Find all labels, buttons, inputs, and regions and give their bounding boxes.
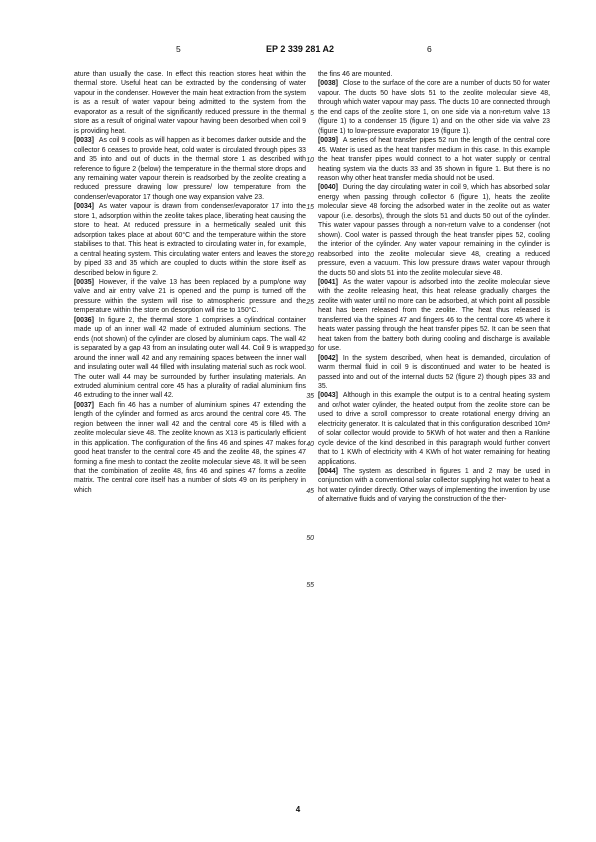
paragraph-number: [0033] [74, 137, 94, 145]
paragraph [74, 70, 306, 136]
right-page-number: 6 [427, 44, 432, 54]
paragraph-number: [0039] [318, 137, 338, 145]
publication-number: EP 2 339 281 A2 [266, 44, 335, 54]
paragraph [74, 202, 306, 278]
line-number: 30 [306, 346, 314, 354]
line-number: 55 [306, 582, 314, 590]
line-number: 15 [306, 204, 314, 212]
paragraph-number: [0041] [318, 278, 338, 286]
paragraph-number: [0040] [318, 184, 338, 192]
paragraph-text: Although in this example the output is to a central heating system and or/hot water cylinder, the heated output from the zeolite store can be used to drive a scroll compressor to create rotational energy driving an electricity generator. It is calculated that in this configuration described 10m² of solar collector would provide to 5KWh of hot water and then a Rankine cycle device of the kind described in this paragraph would further convert that to 1 KWh of electricity with 4 KWh of hot water remaining for heating applications. [318, 392, 550, 466]
paragraph [318, 70, 550, 79]
paragraph [318, 136, 550, 183]
line-number: 20 [306, 251, 314, 259]
paragraph-number: [0035] [74, 278, 94, 286]
line-number: 45 [306, 487, 314, 495]
paragraph-number: [0034] [74, 203, 94, 211]
paragraph-number: [0042] [318, 354, 338, 362]
paragraph [318, 467, 550, 505]
paragraph-number: [0036] [74, 316, 94, 324]
paragraph [74, 136, 306, 202]
paragraph-text: ature than usually the case. In effect this reaction stores heat within the thermal store. Useful heat can be extracted by the condensing of water vapour in the condenser. However the main heat extraction from the system is as a result of water vapour being admitted to the system from the evaporator as a result of the significantly reduced pressure in the thermal store as a result of original water vapour having been desorbed when coil 9 is providing heat. [74, 71, 306, 135]
line-number: 5 [310, 109, 314, 117]
paragraph [74, 316, 306, 401]
paragraph [318, 183, 550, 278]
paragraph-text: Close to the surface of the core are a number of ducts 50 for water vapour. The ducts 50 have slots 51 to the zeolite molecular sieve 48, through which water vapour may pass. The ducts 10 are connected through the end caps of the zeolite store 1, on one side via a non-return valve 13 (figure 1) to a condenser 15 (figure 1) and on the other side via valve 23 (figure 1) to low-pressure evaporator 19 (figure 1). [318, 80, 550, 135]
paragraph-text: In the system described, when heat is demanded, circulation of warm thermal fluid in coil 9 is discontinued and water to be heated is passed into and out of the internal ducts 52 (figure 2) though pipes 33 and 35. [318, 354, 550, 390]
line-number: 25 [306, 298, 314, 306]
paragraph [74, 401, 306, 496]
right-text-column [318, 70, 550, 505]
paragraph-text: The system as described in figures 1 and 2 may be used in conjunction with a conventional solar collector supplying hot water to heat a hot water cylinder directly. Other ways of implementing the invention by use of alternative fluids and of varying the construction of the ther- [318, 468, 550, 504]
page-footer-number: 4 [295, 805, 301, 814]
line-number: 50 [306, 535, 314, 543]
paragraph-text: As water vapour is drawn from condenser/evaporator 17 into the store 1, adsorption within the zeolite takes place, liberating heat causing the store to heat. At reduced pressure in a hermetically sealed unit this adsorption takes place at about 60°C and the temperature within the store stabilises to that. This heat is extracted to circulating water in, for example, a central heating system. This circulating water enters and leaves the store by piped 33 and 35 which are coupled to ducts within the store itself as described below in figure 2. [74, 203, 306, 277]
paragraph-text: During the day circulating water in coil 9, which has absorbed solar energy when passing through collector 6 (figure 1), heats the zeolite molecular sieve 48 forcing the adsorbed water in the zeolite out as water vapour (i.e. desorbs), through the slots 51 and ducts 50 out of the cylinder. This water vapour passes through a non-return valve to a condenser (not shown). Cool water is passed through the heat transfer pipes 52, cooling the interior of the cylinder. Any water vapour remaining in the cylinder is reabsorbed into the zeolite molecular sieve 48, creating a reduced pressure, even a vacuum. This low pressure draws water vapour through the ducts 50 and slots 51 into the zeolite molecular sieve 48. [318, 184, 550, 277]
paragraph-number: [0037] [74, 401, 94, 409]
paragraph-text: Each fin 46 has a number of aluminium spines 47 extending the length of the cylinder and formed as arcs around the central core 45. The region between the inner wall 42 and the central core 45 is filled with a zeolite molecular sieve 48. The zeolite known as X13 is particularly efficient in this application. The configuration of the fins 46 and spines 47 makes for good heat transfer to the central core 45 and the zeolite 48, the spines 47 forming a fine mesh to contact the zeolite molecular sieve 48. It will be seen that the combination of zeolite 48, fins 46 and spines 47 forms a zeolite matrix. The central core itself has a number of slots 49 on its periphery in which [74, 401, 306, 494]
paragraph [74, 278, 306, 316]
paragraph-number: [0044] [318, 468, 338, 476]
line-number: 40 [306, 440, 314, 448]
paragraph [318, 354, 550, 392]
paragraph-text: A series of heat transfer pipes 52 run the length of the central core 45. Water is used as the heat transfer medium in this case. In this example the heat transfer pipes would connect to a hot water supply or central heating system via the ducts 33 and 35 shown in figure 1. But there is no reason why other heat transfer media should not be used. [318, 137, 550, 182]
paragraph [318, 79, 550, 136]
paragraph-text: the fins 46 are mounted. [318, 71, 393, 78]
paragraph-number: [0038] [318, 80, 338, 88]
line-number: 10 [306, 157, 314, 165]
paragraph-text: However, if the valve 13 has been replaced by a pump/one way valve and air entry valve 21 is opened and the pump is turned off the pressure within the system will rise to atmospheric pressure and the temperature within the store on desorption will rise to 150°C. [74, 278, 306, 315]
line-number: 35 [306, 393, 314, 401]
paragraph [318, 391, 550, 467]
left-text-column [74, 70, 306, 495]
paragraph-text: In figure 2, the thermal store 1 comprises a cylindrical container made up of an inner wall 42 made of extruded aluminium sections. The ends (not shown) of the cylinder are closed by aluminium caps. The wall 42 is separated by a gap 43 from an insulating outer wall 44. Coil 9 is wrapped around the inner wall 42 and any remaining spaces between the inner wall and insulating outer wall 44 filled with insulating material such as rock wool. The outer wall 44 may be surrounded by further insulating materials. An extruded aluminium central core 45 has a plurality of radial aluminium fins 46 extruding to the inner wall 42. [74, 316, 306, 400]
paragraph [318, 278, 550, 354]
paragraph-number: [0043] [318, 392, 338, 400]
left-page-number: 5 [176, 44, 181, 54]
paragraph-text: As coil 9 cools as will happen as it becomes darker outside and the collector 6 ceases to provide heat, cold water is circulated through pipes 33 and 35 into and out of ducts in the thermal store 1 as described with reference to figure 2 (below) the temperature in the thermal store drops and any remaining water vapour therein is readsorbed by the zeolite creating a reduced pressure drawing low pressure/ low temperature from the condenser/evaporator 17 though one way expansion valve 23. [74, 137, 306, 201]
paragraph-text: As the water vapour is adsorbed into the zeolite molecular sieve with the zeolite releasing heat, this heat release gradually charges the zeolite with water until no more can be adsorbed, at which point all possible heat has been released from the zeolite. The heat thus released is transferred via the spines 47 and fingers 46 to the central core 45 where it heats water passing through the heat transfer pipes 52. It can be seen that heat taken from the battery both during cooling and discharge is available for use. [318, 278, 550, 353]
